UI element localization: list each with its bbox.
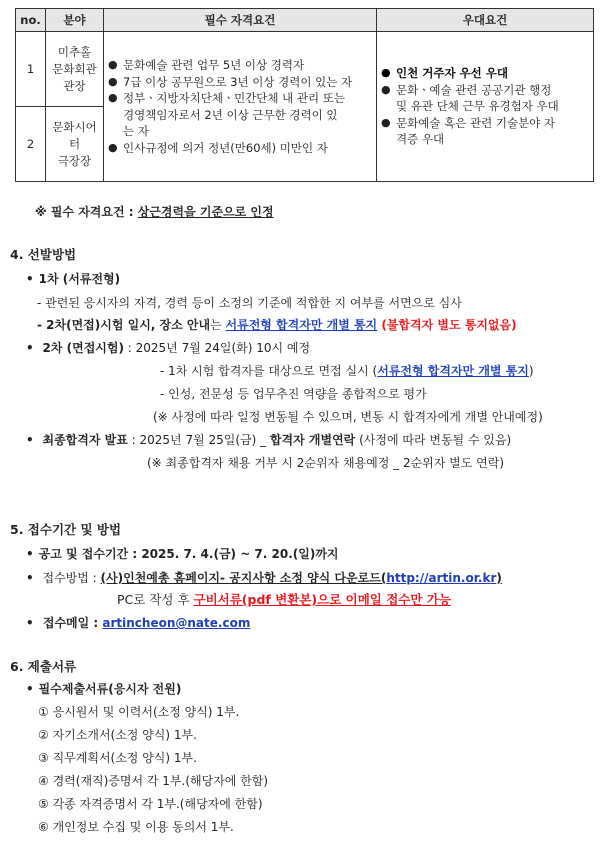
round1-desc: - 관련된 응시자의 자격, 경력 등이 소정의 기준에 적합한 지 여부를 서면으로 심사	[37, 296, 462, 310]
header-preferences: 우대요건	[377, 9, 594, 32]
field-line: 미추홀	[57, 44, 92, 59]
preference-item: ● 문화ㆍ예술 관련 공공기관 행정 및 유관 단체 근무 유경험자 우대	[381, 82, 589, 115]
application-method-note: PC로 작성 후 구비서류(pdf 변환본)으로 이메일 접수만 가능	[117, 592, 451, 607]
requirements-table	[15, 8, 594, 182]
row-field	[46, 107, 104, 182]
application-period: • 공고 및 접수기간 : 2025. 7. 4.(금) ~ 7. 20.(일)까지	[26, 545, 339, 562]
round1-heading: • 1차 (서류전형)	[26, 270, 120, 287]
document-item: ④ 경력(재직)증명서 각 1부.(해당자에 한함)	[38, 774, 269, 788]
preference-item: ● 문화예술 혹은 관련 기술분야 자 격증 우대	[381, 115, 589, 148]
email-link[interactable]: artincheon@nate.com	[102, 616, 251, 630]
header-requirements: 필수 자격요건	[104, 9, 377, 32]
section-title-documents: 6. 제출서류	[10, 659, 77, 674]
interview-evaluation: - 인성, 전문성 등 업무추진 역량을 종합적으로 평가	[160, 387, 427, 401]
table-row	[16, 32, 594, 107]
application-method: • 접수방법 : (사)인천예총 홈페이지- 공지사항 소정 양식 다운로드(http://artin.or.kr)	[26, 569, 502, 586]
document-item: ② 자기소개서(소정 양식) 1부.	[38, 728, 197, 742]
preference-item: ● 인천 거주자 우선 우대	[381, 65, 589, 82]
requirement-item: ● 정부ㆍ지방자치단체ㆍ민간단체 내 관리 또는 경영책임자로서 2년 이상 근무한 경력이 있 는 자	[108, 90, 372, 140]
round2-notice: - 2차(면접)시험 일시, 장소 안내는 서류전형 합격자만 개별 통지 (불합격자 별도 통지없음)	[37, 318, 517, 332]
requirement-item: ● 인사규정에 의거 정년(만60세) 미만인 자	[108, 140, 372, 157]
field-line: 문화회관	[52, 61, 97, 76]
section-title-application: 5. 접수기간 및 방법	[10, 522, 122, 537]
final-refusal-note: (※ 최종합격자 채용 거부 시 2순위자 채용예정 _ 2순위자 별도 연락)	[147, 456, 505, 470]
document-item: ⑤ 각종 자격증명서 각 1부.(해당자에 한함)	[38, 797, 263, 811]
header-no: no.	[16, 9, 46, 32]
interview-detail: - 1차 시험 합격자를 대상으로 면접 실시 (서류전형 합격자만 개별 통지)	[160, 364, 534, 378]
requirement-item: ● 문화예술 관련 업무 5년 이상 경력자	[108, 57, 372, 74]
field-line: 관장	[63, 78, 86, 93]
schedule-change-note: (※ 사정에 따라 일정 변동될 수 있으며, 변동 시 합격자에게 개별 안내예정)	[153, 410, 543, 424]
round2-schedule: • 2차 (면접시험) : 2025년 7월 24일(화) 10시 예정	[26, 339, 310, 356]
qualification-note: ※ 필수 자격요건 : 상근경력을 기준으로 인정	[35, 205, 274, 219]
final-announcement: • 최종합격자 발표 : 2025년 7월 25일(금) _ 합격자 개별연락 (사정에 따라 변동될 수 있음)	[26, 431, 511, 448]
application-email: • 접수메일 : artincheon@nate.com	[26, 614, 250, 631]
document-item: ⑥ 개인정보 수집 및 이용 동의서 1부.	[38, 820, 234, 834]
section-title-selection: 4. 선발방법	[10, 247, 77, 262]
table-header-row	[16, 9, 594, 32]
document-item: ③ 직무계획서(소정 양식) 1부.	[38, 751, 197, 765]
documents-subtitle: • 필수제출서류(응시자 전원)	[26, 680, 181, 697]
row-no: 2	[16, 107, 46, 182]
homepage-link[interactable]: http://artin.or.kr	[386, 571, 497, 585]
row-no: 1	[16, 32, 46, 107]
preferences-cell	[377, 32, 594, 182]
row-field	[46, 32, 104, 107]
field-line: 문화시어터	[52, 119, 97, 151]
document-item: ① 응시원서 및 이력서(소정 양식) 1부.	[38, 705, 240, 719]
requirements-cell	[104, 32, 377, 182]
header-field: 분야	[46, 9, 104, 32]
requirement-item: ● 7급 이상 공무원으로 3년 이상 경력이 있는 자	[108, 74, 372, 91]
field-line: 극장장	[57, 153, 92, 168]
